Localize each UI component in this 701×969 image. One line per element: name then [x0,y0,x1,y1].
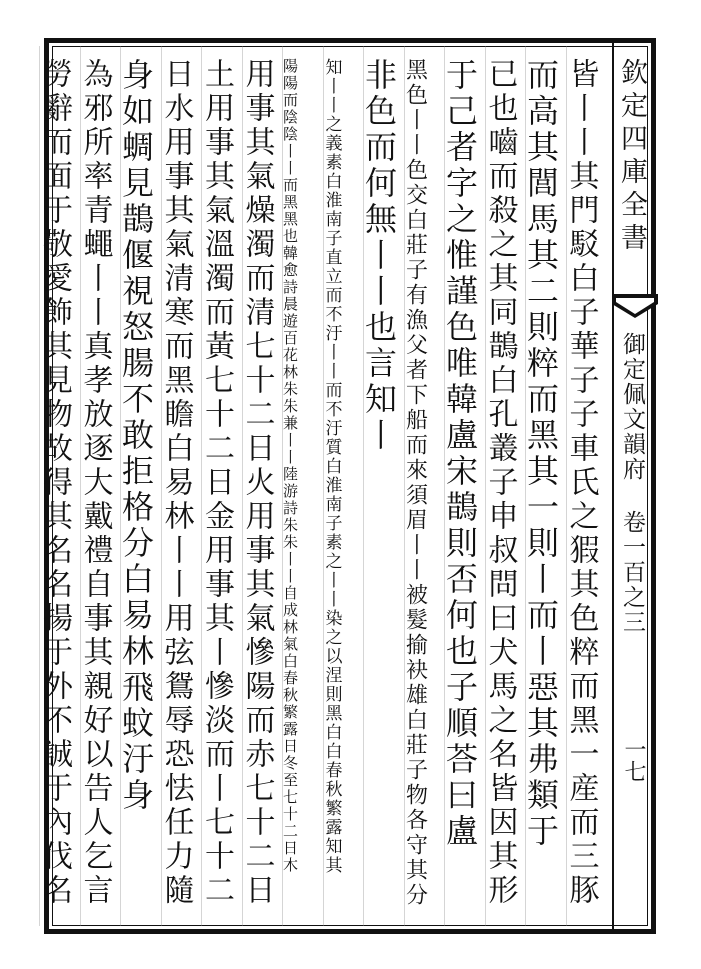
library-title: 欽定四庫全書 [616,58,647,256]
text-column [482,58,531,918]
text-column [522,58,571,918]
text-column [77,58,126,918]
column-text: 知丨丨之義素白淮南子直立而不汙丨丨而不汙質白淮南子素之丨丨染之以涅則黑白白春秋繁露知其 [321,58,342,875]
text-column [201,58,247,918]
column-text: 于己者字之惟謹色唯韓盧宋鵲則否何也子順荅曰盧 [441,58,479,850]
column-text: 而高其閭馬其二則粹而黑其一則丨而丨惡其弗類于 [522,58,560,850]
book-title: 御定佩文韻府 卷一百之三 [619,332,645,635]
text-column [239,58,288,918]
text-column [117,58,166,918]
column-text: 為邪所率青蠅丨丨真孝放逐大戴禮自事其親好以告人乞言 [77,58,113,908]
page-number: 一七 [621,738,646,782]
column-text: 用事其氣燥濁而清七十二日火用事其氣慘陽而赤七十二日 [239,58,275,908]
text-column [563,58,612,918]
column-text: 皆丨丨其門駁白子華子子車氏之猳其色粹而黑一産而三豚 [563,58,599,908]
text-column [323,58,369,918]
text-column [39,58,85,918]
column-text: 身如蜩見鵲偃視怒腸不敢拒格分白易林飛蚊汙身 [117,58,155,814]
margin-divider [612,38,614,934]
text-column [360,58,409,918]
column-text: 日水用事其氣清寒而黑瞻白易林丨丨用弦鴛辱恐怯任力隨 [158,58,194,908]
column-text: 土用事其氣溫濁而黃七十二日金用事其丨慘淡而丨七十二 [199,58,234,908]
column-text: 勞辭而面于敬愛飾其見物故得其名名揚于外不誠于內伐名 [37,58,72,908]
column-text: 陽陽而陰陰丨丨而黑黑也韓愈詩晨遊百花林朱朱兼丨丨陸游詩朱朱丨丨自成林氣白春秋繁露日冬至七十二日木 [281,58,299,874]
text-column [158,58,207,918]
column-rule [39,46,40,926]
column-text: 已也嚙而殺之其同鵲白孔叢子申叔問曰犬馬之名皆因其形 [482,58,518,908]
text-column [441,58,490,918]
column-text: 黑色丨丨色交白莊子有漁父者下船而來須眉丨丨被髮揄袂雄白莊子物各守其分 [402,58,428,908]
fish-tail-mark-icon [612,292,658,326]
text-column [282,58,328,918]
text-column [404,58,450,918]
column-text: 非色而何無丨丨也言知丨 [360,58,398,454]
